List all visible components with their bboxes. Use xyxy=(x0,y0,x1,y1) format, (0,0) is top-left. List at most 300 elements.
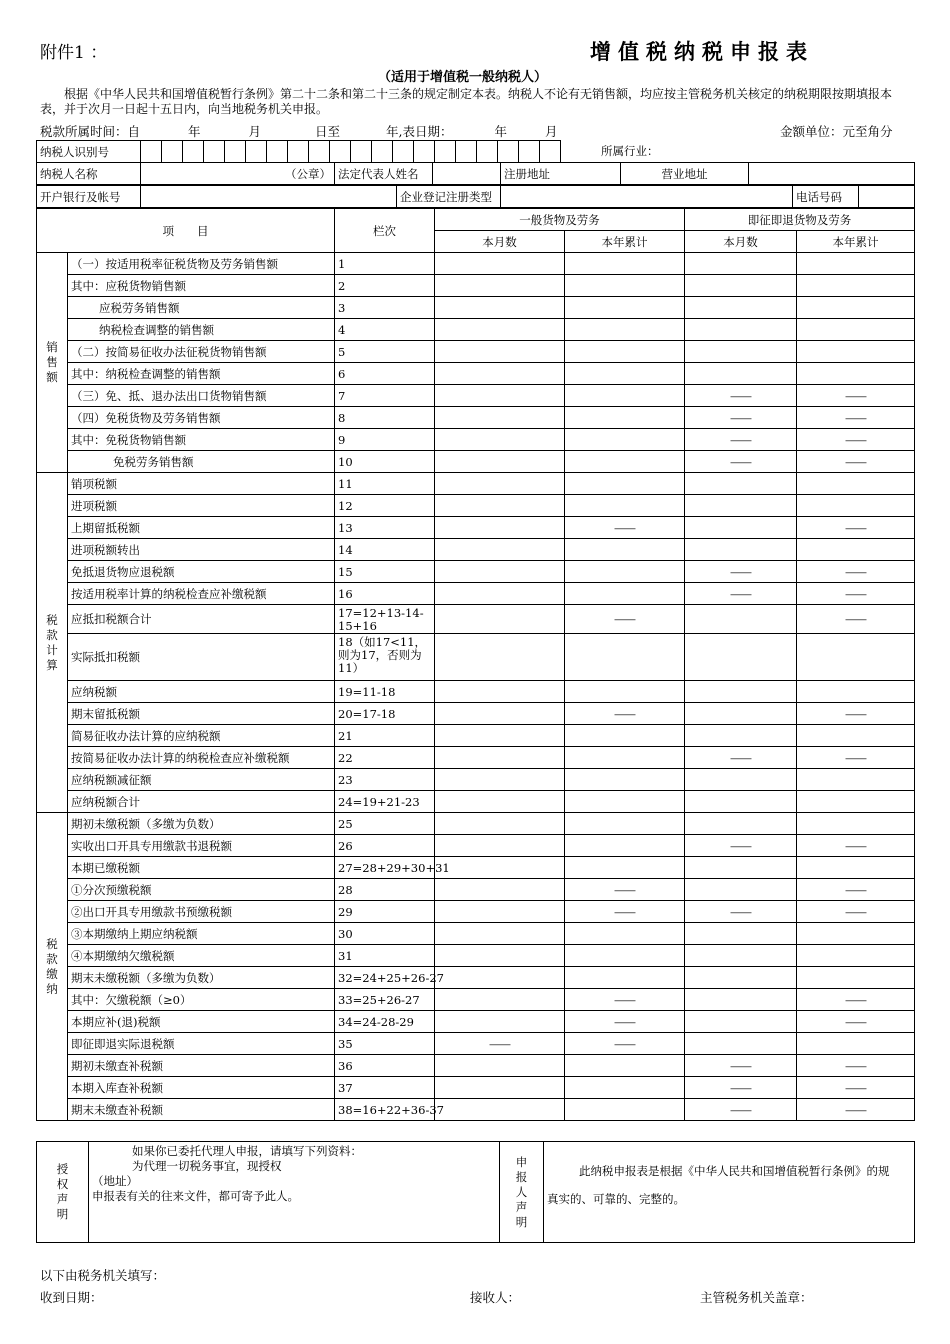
general-ytd-cell[interactable] xyxy=(565,363,685,385)
row-label: （一）按适用税率征税货物及劳务销售额 xyxy=(68,253,335,275)
refund-month-cell[interactable] xyxy=(685,923,797,945)
general-month-cell[interactable] xyxy=(435,923,565,945)
row-label: ③本期缴纳上期应纳税额 xyxy=(68,923,335,945)
id-box[interactable] xyxy=(498,141,519,163)
refund-goods-header: 即征即退货物及劳务 xyxy=(685,209,915,231)
row-col-no: 20=17-18 xyxy=(335,703,435,725)
fill-year: 年 xyxy=(494,124,507,139)
table-row xyxy=(37,989,915,1011)
declare-line-1: 此纳税申报表是根据《中华人民共和国增值税暂行条例》的规 xyxy=(579,1164,890,1178)
refund-ytd-cell[interactable] xyxy=(797,769,915,791)
refund-ytd-cell[interactable] xyxy=(797,275,915,297)
row-label: 本期入库查补税额 xyxy=(68,1077,335,1099)
row-col-no: 28 xyxy=(335,879,435,901)
declarant-content[interactable] xyxy=(544,1142,915,1243)
row-col-no: 38=16+22+36-37 xyxy=(335,1099,435,1121)
row-label: 期初未缴税额（多缴为负数） xyxy=(68,813,335,835)
general-ytd-cell[interactable] xyxy=(565,319,685,341)
col-no-header: 栏次 xyxy=(335,209,435,253)
row-label: 即征即退实际退税额 xyxy=(68,1033,335,1055)
refund-ytd-cell[interactable] xyxy=(797,495,915,517)
general-ytd-cell[interactable] xyxy=(565,923,685,945)
declarant-text: 申报人声明 xyxy=(515,1154,528,1229)
general-month-cell[interactable] xyxy=(435,407,565,429)
general-ytd-cell[interactable] xyxy=(565,813,685,835)
row-col-no: 6 xyxy=(335,363,435,385)
row-col-no: 24=19+21-23 xyxy=(335,791,435,813)
row-col-no: 19=11-18 xyxy=(335,681,435,703)
id-box[interactable] xyxy=(204,141,225,163)
general-month-cell[interactable] xyxy=(435,253,565,275)
row-label: 期末未缴税额（多缴为负数） xyxy=(68,967,335,989)
refund-ytd-cell[interactable] xyxy=(797,1033,915,1055)
period-month: 月 xyxy=(248,124,262,139)
table-row xyxy=(37,297,915,319)
declaration-table xyxy=(36,208,915,1121)
refund-ytd-cell: —— xyxy=(797,451,915,473)
refund-month-cell[interactable] xyxy=(685,703,797,725)
general-month-cell[interactable] xyxy=(435,275,565,297)
general-month-cell[interactable] xyxy=(435,1011,565,1033)
general-month-cell[interactable] xyxy=(435,879,565,901)
id-box[interactable] xyxy=(414,141,435,163)
row-label: 进项税额 xyxy=(68,495,335,517)
row-label: 按适用税率计算的纳税检查应补缴税额 xyxy=(68,583,335,605)
received-date-label: 收到日期： xyxy=(40,1290,103,1305)
refund-ytd-cell[interactable] xyxy=(797,319,915,341)
table-row xyxy=(37,857,915,879)
row-col-no: 8 xyxy=(335,407,435,429)
period-year: 年 xyxy=(188,124,201,139)
authorize-line-1: 如果你已委托代理人申报，请填写下列资料： xyxy=(132,1144,362,1158)
general-month-cell[interactable] xyxy=(435,539,565,561)
general-ytd-cell: —— xyxy=(565,703,685,725)
refund-month-cell[interactable] xyxy=(685,605,797,634)
refund-month-cell: —— xyxy=(685,451,797,473)
id-box[interactable] xyxy=(141,141,162,163)
general-month-cell[interactable] xyxy=(435,429,565,451)
general-month-cell[interactable] xyxy=(435,319,565,341)
refund-ytd-cell[interactable] xyxy=(797,967,915,989)
row-label: （二）按简易征收办法征税货物销售额 xyxy=(68,341,335,363)
general-ytd-cell: —— xyxy=(565,605,685,634)
id-box[interactable] xyxy=(351,141,372,163)
declare-line-2: 真实的、可靠的、完整的。 xyxy=(547,1192,685,1206)
section-text: 销售额 xyxy=(46,340,58,384)
table-row xyxy=(37,451,915,473)
general-ytd-cell[interactable] xyxy=(565,967,685,989)
refund-ytd-cell: —— xyxy=(797,703,915,725)
authorize-line-3: （地址） xyxy=(92,1174,138,1188)
refund-ytd-cell: —— xyxy=(797,1077,915,1099)
sales-section-label xyxy=(37,253,68,473)
refund-month-cell[interactable] xyxy=(685,879,797,901)
general-month-cell[interactable] xyxy=(435,605,565,634)
id-box[interactable] xyxy=(330,141,351,163)
general-month-cell[interactable] xyxy=(435,725,565,747)
general-ytd-cell: —— xyxy=(565,1011,685,1033)
row-label: 销项税额 xyxy=(68,473,335,495)
refund-month-cell[interactable] xyxy=(685,253,797,275)
refund-ytd-cell: —— xyxy=(797,1011,915,1033)
refund-month-cell[interactable] xyxy=(685,341,797,363)
general-month-cell[interactable] xyxy=(435,561,565,583)
id-box[interactable] xyxy=(288,141,309,163)
general-month-cell[interactable] xyxy=(435,1099,565,1121)
office-seal-label: 主管税务机关盖章： xyxy=(700,1290,813,1305)
bank-label: 开户银行及帐号 xyxy=(37,186,141,208)
refund-month-cell[interactable] xyxy=(685,363,797,385)
row-label: 按简易征收办法计算的纳税检查应补缴税额 xyxy=(68,747,335,769)
refund-month-cell[interactable] xyxy=(685,275,797,297)
general-ytd-cell[interactable] xyxy=(565,791,685,813)
row-label: （三）免、抵、退办法出口货物销售额 xyxy=(68,385,335,407)
refund-month-cell[interactable] xyxy=(685,967,797,989)
general-ytd-cell[interactable] xyxy=(565,341,685,363)
general-ytd-cell[interactable] xyxy=(565,769,685,791)
row-col-no: 22 xyxy=(335,747,435,769)
row-label: 应纳税额 xyxy=(68,681,335,703)
authorize-line-2: 为代理一切税务事宜，现授权 xyxy=(132,1159,282,1173)
id-box[interactable] xyxy=(309,141,330,163)
general-ytd-cell: —— xyxy=(565,517,685,539)
general-month-cell[interactable] xyxy=(435,703,565,725)
general-month-cell[interactable] xyxy=(435,473,565,495)
fill-date-label: 年,表日期： xyxy=(386,124,453,139)
id-box[interactable] xyxy=(225,141,246,163)
row-col-no: 25 xyxy=(335,813,435,835)
general-ytd-cell[interactable] xyxy=(565,1077,685,1099)
refund-month-cell[interactable] xyxy=(685,473,797,495)
row-label: 其中：应税货物销售额 xyxy=(68,275,335,297)
refund-ytd-cell: —— xyxy=(797,989,915,1011)
general-ytd-cell[interactable] xyxy=(565,385,685,407)
row-label: （四）免税货物及劳务销售额 xyxy=(68,407,335,429)
refund-ytd-cell[interactable] xyxy=(797,363,915,385)
table-row xyxy=(37,901,915,923)
authorize-line-4: 申报表有关的往来文件，都可寄予此人。 xyxy=(92,1189,299,1203)
phone-value[interactable] xyxy=(859,186,915,208)
refund-month-cell[interactable] xyxy=(685,725,797,747)
general-ytd-cell[interactable] xyxy=(565,583,685,605)
id-box[interactable] xyxy=(435,141,456,163)
refund-month-header: 本月数 xyxy=(685,231,797,253)
refund-ytd-cell: —— xyxy=(797,835,915,857)
row-label: 其中：欠缴税额（≥0） xyxy=(68,989,335,1011)
general-month-cell[interactable] xyxy=(435,1077,565,1099)
general-month-cell[interactable] xyxy=(435,769,565,791)
refund-ytd-cell: —— xyxy=(797,1055,915,1077)
table-row xyxy=(37,835,915,857)
general-ytd-cell[interactable] xyxy=(565,253,685,275)
general-month-cell[interactable] xyxy=(435,297,565,319)
row-label: 应抵扣税额合计 xyxy=(68,605,335,634)
table-row xyxy=(37,561,915,583)
row-col-no: 10 xyxy=(335,451,435,473)
period-day-to: 日至 xyxy=(315,124,341,139)
general-month-cell[interactable] xyxy=(435,517,565,539)
refund-ytd-cell[interactable] xyxy=(797,634,915,681)
table-row xyxy=(37,681,915,703)
refund-month-cell[interactable] xyxy=(685,989,797,1011)
refund-month-cell[interactable] xyxy=(685,539,797,561)
refund-month-cell[interactable] xyxy=(685,769,797,791)
biz-address-value[interactable] xyxy=(749,163,915,185)
refund-month-cell: —— xyxy=(685,385,797,407)
general-ytd-cell[interactable] xyxy=(565,275,685,297)
row-label: 纳税检查调整的销售额 xyxy=(68,319,335,341)
general-ytd-cell[interactable] xyxy=(565,857,685,879)
row-label: ④本期缴纳欠缴税额 xyxy=(68,945,335,967)
refund-ytd-cell[interactable] xyxy=(797,725,915,747)
refund-month-cell[interactable] xyxy=(685,945,797,967)
refund-ytd-cell: —— xyxy=(797,747,915,769)
refund-ytd-cell[interactable] xyxy=(797,253,915,275)
general-month-cell[interactable] xyxy=(435,835,565,857)
refund-ytd-cell[interactable] xyxy=(797,791,915,813)
general-ytd-cell[interactable] xyxy=(565,407,685,429)
refund-month-cell[interactable] xyxy=(685,319,797,341)
row-label: 实际抵扣税额 xyxy=(68,634,335,681)
bank-info-table xyxy=(36,185,915,208)
row-col-no: 2 xyxy=(335,275,435,297)
refund-month-cell[interactable] xyxy=(685,1011,797,1033)
biz-address-label: 营业地址 xyxy=(621,163,749,185)
general-ytd-cell[interactable] xyxy=(565,945,685,967)
general-ytd-cell[interactable] xyxy=(565,495,685,517)
refund-month-cell: —— xyxy=(685,1055,797,1077)
general-month-cell[interactable] xyxy=(435,857,565,879)
row-col-no: 23 xyxy=(335,769,435,791)
fill-month: 月 xyxy=(544,124,558,139)
general-month-cell[interactable] xyxy=(435,813,565,835)
row-label: 进项税额转出 xyxy=(68,539,335,561)
refund-ytd-cell: —— xyxy=(797,583,915,605)
table-row xyxy=(37,967,915,989)
authorize-section-label xyxy=(37,1142,89,1243)
general-ytd-cell[interactable] xyxy=(565,835,685,857)
row-col-no: 4 xyxy=(335,319,435,341)
refund-month-cell[interactable] xyxy=(685,495,797,517)
table-row xyxy=(37,923,915,945)
receiver-label: 接收人： xyxy=(470,1290,521,1305)
refund-month-cell[interactable] xyxy=(685,857,797,879)
id-box[interactable] xyxy=(540,141,561,163)
general-month-cell[interactable] xyxy=(435,967,565,989)
general-month-cell: —— xyxy=(435,1033,565,1055)
calc-section-label xyxy=(37,473,68,813)
id-box[interactable] xyxy=(372,141,393,163)
general-ytd-cell[interactable] xyxy=(565,451,685,473)
row-label: 实收出口开具专用缴款书退税额 xyxy=(68,835,335,857)
table-row xyxy=(37,473,915,495)
general-goods-header: 一般货物及劳务 xyxy=(435,209,685,231)
general-ytd-cell[interactable] xyxy=(565,1055,685,1077)
general-ytd-cell[interactable] xyxy=(565,297,685,319)
row-col-no: 14 xyxy=(335,539,435,561)
table-row xyxy=(37,407,915,429)
taxpayer-name-label: 纳税人名称 xyxy=(37,163,141,185)
refund-month-cell: —— xyxy=(685,407,797,429)
row-label: 应税劳务销售额 xyxy=(68,297,335,319)
general-month-cell[interactable] xyxy=(435,451,565,473)
general-month-cell[interactable] xyxy=(435,901,565,923)
tax-period-line xyxy=(40,122,557,140)
company-seal-label: （公章） xyxy=(141,163,335,185)
table-row xyxy=(37,747,915,769)
taxpayer-info-table xyxy=(36,140,915,163)
refund-ytd-cell[interactable] xyxy=(797,341,915,363)
table-row xyxy=(37,703,915,725)
id-box[interactable] xyxy=(519,141,540,163)
general-month-cell[interactable] xyxy=(435,681,565,703)
refund-month-cell: —— xyxy=(685,747,797,769)
general-ytd-cell[interactable] xyxy=(565,539,685,561)
general-month-cell[interactable] xyxy=(435,1055,565,1077)
table-row xyxy=(37,1055,915,1077)
general-month-cell[interactable] xyxy=(435,495,565,517)
period-label: 税款所属时间：自 xyxy=(40,124,141,139)
general-month-cell[interactable] xyxy=(435,791,565,813)
authorize-content[interactable] xyxy=(89,1142,500,1243)
row-col-no: 26 xyxy=(335,835,435,857)
bank-value[interactable] xyxy=(141,186,397,208)
refund-month-cell: —— xyxy=(685,1099,797,1121)
refund-month-cell[interactable] xyxy=(685,1033,797,1055)
refund-ytd-header: 本年累计 xyxy=(797,231,915,253)
general-month-header: 本月数 xyxy=(435,231,565,253)
refund-ytd-cell[interactable] xyxy=(797,681,915,703)
refund-ytd-cell[interactable] xyxy=(797,923,915,945)
id-box[interactable] xyxy=(393,141,414,163)
refund-ytd-cell[interactable] xyxy=(797,473,915,495)
id-box[interactable] xyxy=(162,141,183,163)
id-box[interactable] xyxy=(246,141,267,163)
row-col-no: 1 xyxy=(335,253,435,275)
id-box[interactable] xyxy=(267,141,288,163)
row-label: 本期应补(退)税额 xyxy=(68,1011,335,1033)
general-ytd-header: 本年累计 xyxy=(565,231,685,253)
general-month-cell[interactable] xyxy=(435,385,565,407)
row-col-no: 30 xyxy=(335,923,435,945)
table-row xyxy=(37,319,915,341)
refund-month-cell[interactable] xyxy=(685,813,797,835)
refund-ytd-cell[interactable] xyxy=(797,539,915,561)
refund-ytd-cell: —— xyxy=(797,1099,915,1121)
row-label: 简易征收办法计算的应纳税额 xyxy=(68,725,335,747)
refund-ytd-cell: —— xyxy=(797,605,915,634)
refund-month-cell: —— xyxy=(685,901,797,923)
row-label: 其中：免税货物销售额 xyxy=(68,429,335,451)
general-month-cell[interactable] xyxy=(435,747,565,769)
row-label: 免税劳务销售额 xyxy=(68,451,335,473)
legal-rep-value[interactable] xyxy=(433,163,501,185)
id-box[interactable] xyxy=(456,141,477,163)
row-label: 期初未缴查补税额 xyxy=(68,1055,335,1077)
general-ytd-cell[interactable] xyxy=(565,747,685,769)
table-row xyxy=(37,363,915,385)
row-col-no: 32=24+25+26-27 xyxy=(335,967,435,989)
general-ytd-cell[interactable] xyxy=(565,429,685,451)
general-ytd-cell[interactable] xyxy=(565,634,685,681)
amount-unit: 金额单位：元至角分 xyxy=(780,124,893,139)
refund-month-cell[interactable] xyxy=(685,634,797,681)
general-month-cell[interactable] xyxy=(435,583,565,605)
table-row xyxy=(37,495,915,517)
general-month-cell[interactable] xyxy=(435,363,565,385)
table-row xyxy=(37,1077,915,1099)
refund-ytd-cell[interactable] xyxy=(797,945,915,967)
attachment-label: 附件1 ： xyxy=(40,43,108,63)
general-ytd-cell[interactable] xyxy=(565,1099,685,1121)
general-month-cell[interactable] xyxy=(435,634,565,681)
phone-label: 电话号码 xyxy=(793,186,859,208)
refund-ytd-cell[interactable] xyxy=(797,813,915,835)
general-ytd-cell[interactable] xyxy=(565,561,685,583)
table-row xyxy=(37,1033,915,1055)
tax-office-label: 以下由税务机关填写： xyxy=(40,1268,166,1283)
general-ytd-cell[interactable] xyxy=(565,473,685,495)
refund-month-cell[interactable] xyxy=(685,791,797,813)
id-box[interactable] xyxy=(477,141,498,163)
payment-section-label xyxy=(37,813,68,1121)
table-row xyxy=(37,539,915,561)
general-ytd-cell[interactable] xyxy=(565,681,685,703)
table-row xyxy=(37,341,915,363)
refund-month-cell: —— xyxy=(685,429,797,451)
item-header: 项 目 xyxy=(37,209,335,253)
refund-month-cell[interactable] xyxy=(685,681,797,703)
row-col-no: 13 xyxy=(335,517,435,539)
refund-ytd-cell: —— xyxy=(797,407,915,429)
reg-type-value[interactable] xyxy=(501,186,793,208)
general-month-cell[interactable] xyxy=(435,989,565,1011)
refund-ytd-cell: —— xyxy=(797,561,915,583)
row-label: 本期已缴税额 xyxy=(68,857,335,879)
general-month-cell[interactable] xyxy=(435,945,565,967)
refund-month-cell[interactable] xyxy=(685,517,797,539)
refund-ytd-cell[interactable] xyxy=(797,857,915,879)
refund-month-cell: —— xyxy=(685,1077,797,1099)
section-text: 税款计算 xyxy=(46,612,58,672)
declarant-section-label xyxy=(500,1142,544,1243)
general-ytd-cell: —— xyxy=(565,879,685,901)
reg-address-label: 注册地址 xyxy=(501,163,621,185)
general-ytd-cell[interactable] xyxy=(565,725,685,747)
legal-rep-label: 法定代表人姓名 xyxy=(335,163,433,185)
id-box[interactable] xyxy=(183,141,204,163)
refund-ytd-cell: —— xyxy=(797,901,915,923)
row-label: 上期留抵税额 xyxy=(68,517,335,539)
section-text: 税款缴纳 xyxy=(46,936,58,996)
row-col-no: 16 xyxy=(335,583,435,605)
taxpayer-id-label: 纳税人识别号 xyxy=(37,141,141,163)
form-intro: 根据《中华人民共和国增值税暂行条例》第二十二条和第二十三条的规定制定本表。纳税人不论有无销售额，均应按主管税务机关核定的纳税期限按期填报本表，并于次月一日起十五日内，向当地税务机关申报。 xyxy=(40,87,893,116)
general-ytd-cell: —— xyxy=(565,989,685,1011)
table-row xyxy=(37,634,915,681)
table-row xyxy=(37,945,915,967)
row-col-no: 7 xyxy=(335,385,435,407)
refund-ytd-cell: —— xyxy=(797,517,915,539)
refund-ytd-cell: —— xyxy=(797,429,915,451)
refund-month-cell[interactable] xyxy=(685,297,797,319)
refund-ytd-cell[interactable] xyxy=(797,297,915,319)
table-row xyxy=(37,879,915,901)
authorize-text: 授权声明 xyxy=(56,1162,69,1221)
table-row xyxy=(37,385,915,407)
row-col-no: 35 xyxy=(335,1033,435,1055)
general-month-cell[interactable] xyxy=(435,341,565,363)
